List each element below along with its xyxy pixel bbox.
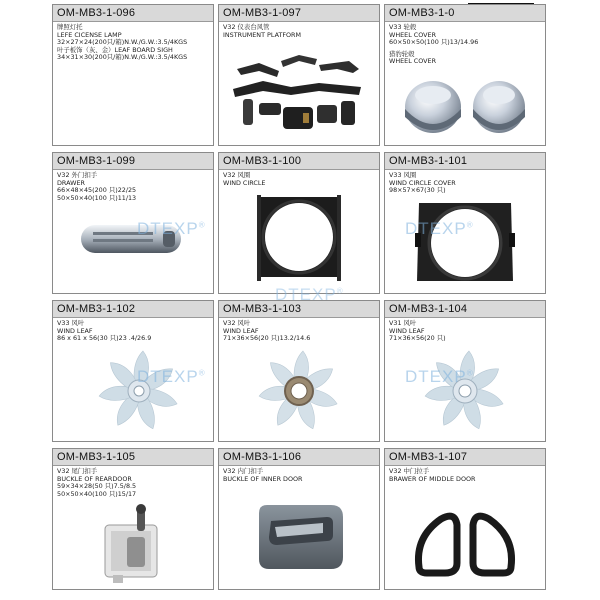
desc-line: 66×48×45(200 只)22/25 [57, 186, 137, 195]
desc-line: V32 风圈 [223, 171, 251, 179]
desc-line: V32 外门扣手 [57, 171, 98, 179]
product-description [385, 170, 545, 195]
product-card[interactable] [218, 4, 380, 146]
watermark-text: DTEXP [137, 219, 199, 238]
product-code: OM-MB3-1-107 [385, 449, 545, 466]
desc-line: 86 x 61 x 56(30 只)23 .4/26.9 [57, 334, 152, 343]
desc-line: 60×50×50(100 只)13/14.96 [389, 38, 479, 47]
desc-line: V32 内门扣手 [223, 467, 264, 475]
product-description [53, 466, 213, 498]
desc-line: 34×31×30(200只/箱)N.W./G.W.:3.5/4KGS [57, 53, 188, 62]
watermark-mark: ® [466, 220, 474, 230]
watermark-text: DTEXP [137, 367, 199, 386]
desc-line: V33 风圈 [389, 171, 417, 179]
product-description [385, 318, 545, 343]
desc-line: WIND CIRCLE COVER [389, 178, 456, 187]
fan-shroud-cover-icon [385, 197, 545, 287]
desc-line: BRAWER OF MIDDLE DOOR [389, 474, 476, 483]
desc-line: 猎豹轮毂 [389, 49, 415, 58]
desc-line: V32 仪表台风管 [223, 23, 270, 31]
desc-line: WIND LEAF [223, 326, 259, 335]
desc-line: V31 风叶 [389, 319, 417, 327]
watermark-mark: ® [466, 368, 474, 378]
product-code: OM-MB3-1-100 [219, 153, 379, 170]
product-code: OM-MB3-1-0 [385, 5, 545, 22]
desc-line: 71×36×56(20 只)13.2/14.6 [223, 334, 311, 343]
product-card[interactable] [384, 152, 546, 294]
product-card[interactable] [218, 152, 380, 294]
desc-line: V33 轮毂 [389, 23, 417, 31]
fan-blade-icon [53, 347, 213, 437]
watermark-text: DTEXP [405, 367, 467, 386]
desc-line: 牌照灯托 [57, 23, 83, 31]
product-description [53, 318, 213, 343]
product-code: OM-MB3-1-102 [53, 301, 213, 318]
desc-line: V32 中门拉手 [389, 467, 430, 475]
wheel-cover-icon [385, 69, 545, 139]
door-handle-icon [53, 215, 213, 265]
desc-line: 50×50×40(100 只)11/13 [57, 193, 137, 202]
product-code: OM-MB3-1-101 [385, 153, 545, 170]
product-card[interactable] [384, 300, 546, 442]
product-code: OM-MB3-1-105 [53, 449, 213, 466]
desc-line: 32×27×24(200只/箱)N.W./G.W.:3.5/4KGS [57, 38, 188, 47]
product-card[interactable] [52, 448, 214, 590]
product-description [219, 318, 379, 343]
product-description [53, 170, 213, 202]
desc-line: WHEEL COVER [389, 30, 437, 39]
watermark-text: DTEXP [405, 219, 467, 238]
desc-line: WHEEL COVER [389, 57, 437, 66]
product-code: OM-MB3-1-104 [385, 301, 545, 318]
desc-line: BUCKLE OF REARDOOR [57, 474, 132, 483]
desc-line: 98×57×67(30 只) [389, 186, 446, 195]
watermark-text: DTEXP [275, 285, 337, 304]
watermark-mark: ® [198, 368, 206, 378]
fan-blade-icon [385, 347, 545, 437]
product-description [219, 466, 379, 483]
product-code: OM-MB3-1-103 [219, 301, 379, 318]
desc-line: 50×50×40(100 只)15/17 [57, 489, 137, 498]
desc-line: WIND LEAF [57, 326, 93, 335]
product-description [385, 22, 545, 66]
product-card[interactable] [384, 448, 546, 590]
desc-line: V32 尾门扣手 [57, 467, 98, 475]
product-code: OM-MB3-1-096 [53, 5, 213, 22]
rear-door-buckle-icon [53, 501, 213, 587]
product-card[interactable] [52, 152, 214, 294]
product-card[interactable] [52, 4, 214, 146]
product-description [219, 22, 379, 39]
desc-line: WIND CIRCLE [223, 178, 266, 187]
desc-line: WIND LEAF [389, 326, 425, 335]
desc-line: DRAWER [57, 178, 85, 187]
middle-door-handle-icon [385, 497, 545, 583]
desc-line: 59×34×28(50 只)7.5/8.5 [57, 482, 137, 491]
watermark-mark: ® [336, 286, 344, 296]
watermark-mark: ® [198, 220, 206, 230]
product-card[interactable] [384, 4, 546, 146]
fan-blade-icon [219, 347, 379, 437]
desc-line: INSTRUMENT PLATFORM [223, 30, 302, 39]
desc-line: BUCKLE OF INNER DOOR [223, 474, 303, 483]
desc-line: LEFE CICENSE LAMP [57, 30, 122, 39]
desc-line: 叶子板饰（灰、金）LEAF BOARD SIGH [57, 45, 173, 54]
fan-shroud-icon [219, 191, 379, 287]
inner-door-handle-icon [219, 493, 379, 583]
desc-line: V33 风叶 [57, 319, 85, 327]
desc-line: 71×36×56(20 只) [389, 334, 446, 343]
product-card[interactable] [218, 285, 380, 442]
product-code: OM-MB3-1-097 [219, 5, 379, 22]
desc-line: V32 风叶 [223, 319, 251, 327]
product-description [219, 170, 379, 187]
instrument-duct-parts-icon [219, 41, 379, 141]
product-description [385, 466, 545, 483]
product-code: OM-MB3-1-106 [219, 449, 379, 466]
product-card[interactable] [52, 300, 214, 442]
product-card[interactable] [218, 448, 380, 590]
product-code: OM-MB3-1-099 [53, 153, 213, 170]
product-description [53, 22, 213, 62]
